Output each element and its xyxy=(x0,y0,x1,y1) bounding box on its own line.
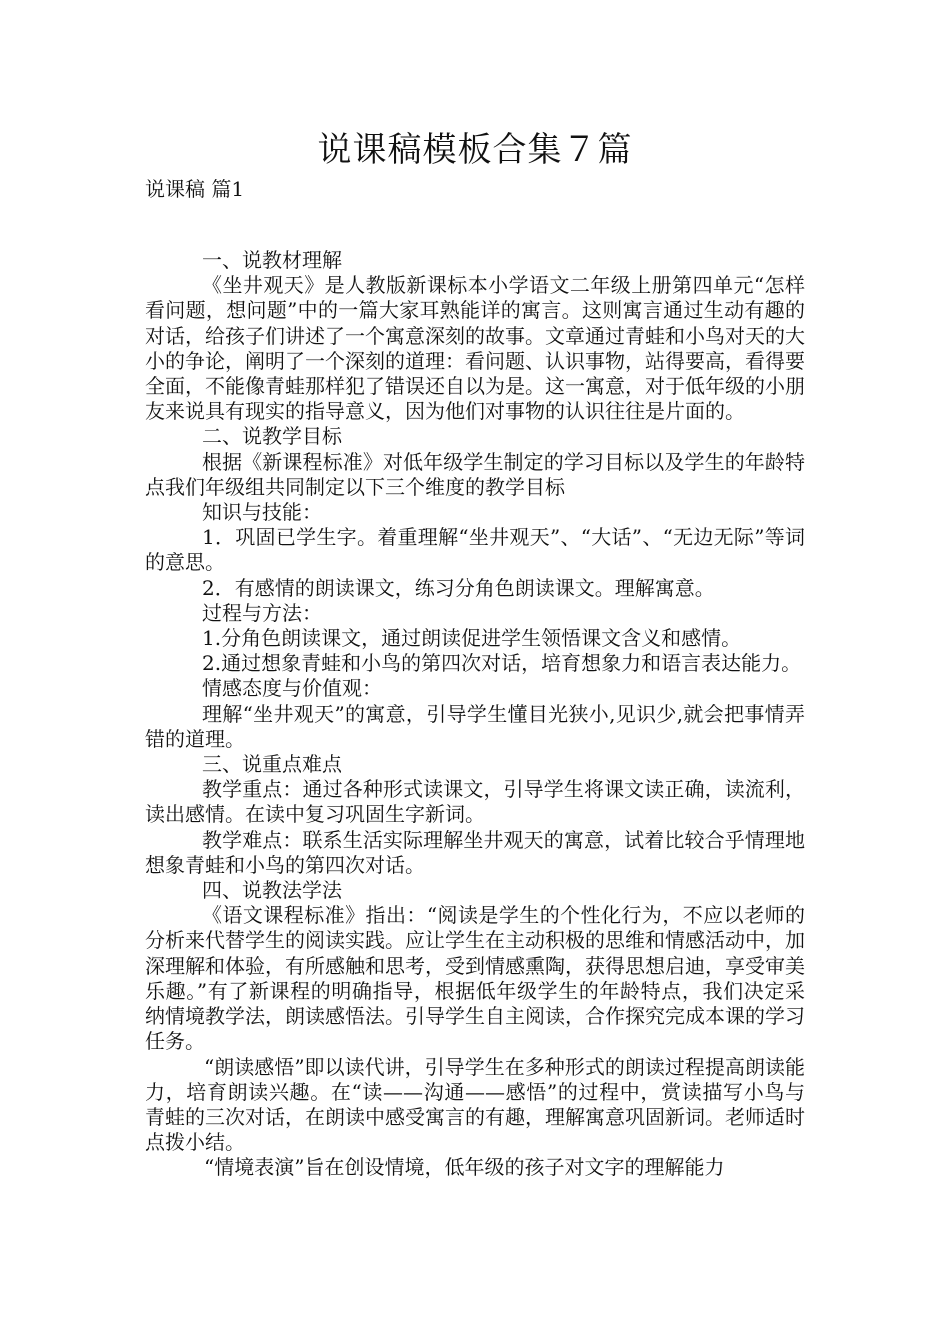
subsection-heading: 情感态度与价值观： xyxy=(202,676,382,701)
document-subtitle: 说课稿 篇1 xyxy=(145,177,245,201)
paragraph: 教学重点：通过各种形式读课文，引导学生将课文读正确，读流利，读出感情。在读中复习巩固生字新词。 xyxy=(145,777,805,827)
document-title: 说课稿模板合集７篇 xyxy=(317,130,633,170)
document-body xyxy=(145,248,805,1181)
paragraph: 《坐井观天》是人教版新课标本小学语文二年级上册第四单元“怎样看问题，想问题”中的一篇大家耳熟能详的寓言。这则寓言通过生动有趣的对话，给孩子们讲述了一个寓意深刻的故事。文章通过青蛙和小鸟对天的大小的争论，阐明了一个深刻的道理：看问题、认识事物，站得要高，看得要全面，不能像青蛙那样犯了错误还自以为是。这一寓意，对于低年级的小朋友来说具有现实的指导意义，因为他们对事物的认识往往是片面的。 xyxy=(145,273,805,424)
subsection-heading: 过程与方法： xyxy=(202,600,322,625)
paragraph: 理解“坐井观天”的寓意，引导学生懂目光狭小,见识少,就会把事情弄错的道理。 xyxy=(145,701,805,751)
subsection-heading: 知识与技能： xyxy=(202,500,322,525)
paragraph: “朗读感悟”即以读代讲，引导学生在多种形式的朗读过程提高朗读能力，培育朗读兴趣。在“读——沟通——感悟”的过程中，赏读描写小鸟与青蛙的三次对话，在朗读中感受寓言的有趣，理解寓意巩固新词。老师适时点拨小结。 xyxy=(145,1054,805,1155)
paragraph: 根据《新课程标准》对低年级学生制定的学习目标以及学生的年龄特点我们年级组共同制定以下三个维度的教学目标 xyxy=(145,449,805,499)
paragraph: 1．巩固已学生字。着重理解“坐井观天”、“大话”、“无边无际”等词的意思。 xyxy=(145,525,805,575)
section-heading: 四、说教法学法 xyxy=(202,878,342,903)
paragraph: 教学难点：联系生活实际理解坐井观天的寓意，试着比较合乎情理地想象青蛙和小鸟的第四次对话。 xyxy=(145,827,805,877)
paragraph: 《语文课程标准》指出：“阅读是学生的个性化行为，不应以老师的分析来代替学生的阅读实践。应让学生在主动积极的思维和情感活动中，加深理解和体验，有所感触和思考，受到情感熏陶，获得思想启迪，享受审美乐趣。”有了新课程的明确指导，根据低年级学生的年龄特点，我们决定采纳情境教学法，朗读感悟法。引导学生自主阅读，合作探究完成本课的学习任务。 xyxy=(145,903,805,1054)
section-heading: 三、说重点难点 xyxy=(202,752,342,777)
paragraph: “情境表演”旨在创设情境，低年级的孩子对文字的理解能力 xyxy=(204,1155,725,1180)
paragraph: 2.通过想象青蛙和小鸟的第四次对话，培育想象力和语言表达能力。 xyxy=(202,651,802,676)
section-heading: 二、说教学目标 xyxy=(202,424,342,449)
section-heading: 一、说教材理解 xyxy=(202,248,342,272)
paragraph: 1.分角色朗读课文，通过朗读促进学生领悟课文含义和感情。 xyxy=(202,626,742,651)
paragraph: 2．有感情的朗读课文，练习分角色朗读课文。理解寓意。 xyxy=(202,575,715,600)
